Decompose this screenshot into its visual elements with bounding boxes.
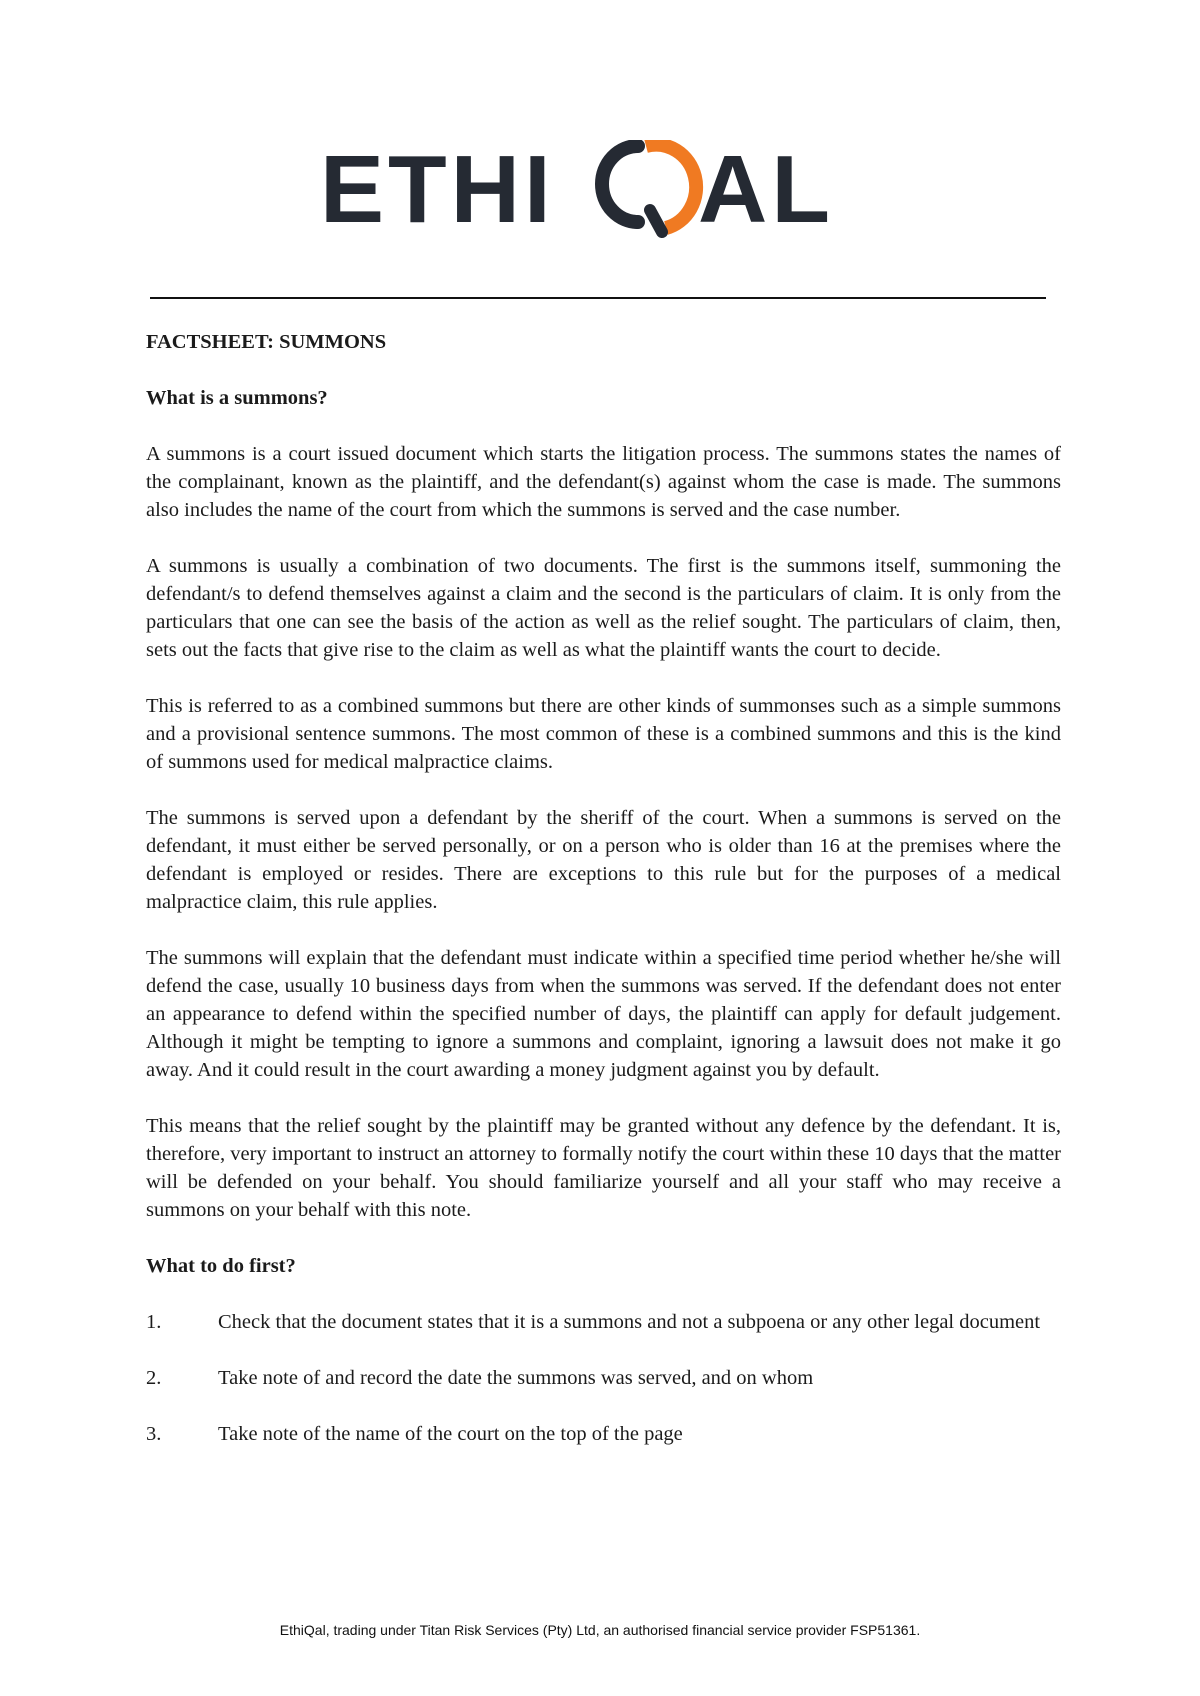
paragraph: This means that the relief sought by the plaintiff may be granted without any defence by the defendant. It is, therefore, very important to instruct an attorney to formally notify the court within these 10 days that the matter will be defended on your behalf. You should familiarize yourself and all your staff who may receive a summons on your behalf with this note.: [146, 1115, 1061, 1221]
paragraph: A summons is a court issued document which starts the litigation process. The summons states the names of the complainant, known as the plaintiff, and the defendant(s) against whom the case is made. The summons also includes the name of the court from which the summons is served and the case number.: [146, 443, 1061, 521]
paragraph: The summons is served upon a defendant by the sheriff of the court. When a summons is served on the defendant, it must either be served personally, or on a person who is older than 16 at the premises where the defendant is employed or resides. There are exceptions to this rule but for the purposes of a medical malpractice claim, this rule applies.: [146, 807, 1061, 913]
logo-q-tail: [650, 210, 662, 232]
paragraph: A summons is usually a combination of two documents. The first is the summons itself, summoning the defendant/s to defend themselves against a claim and the second is the particulars of claim. It is only from the particulars that one can see the basis of the action as well as the relief sought. The particulars of claim, then, sets out the facts that give rise to the claim as well as what the plaintiff wants the court to decide.: [146, 555, 1061, 661]
list-item-number: 1.: [146, 1311, 162, 1333]
paragraph: The summons will explain that the defendant must indicate within a specified time period whether he/she will defend the case, usually 10 business days from when the summons was served. If the defendant does not enter an appearance to defend within the specified number of days, the plaintiff can apply for default judgement. Although it might be tempting to ignore a summons and complaint, ignoring a lawsuit does not make it go away. And it could result in the court awarding a money judgment against you by default.: [146, 947, 1061, 1081]
logo-q-dark-arc: [602, 146, 638, 222]
paragraph: This is referred to as a combined summons but there are other kinds of summonses such as a simple summons and a provisional sentence summons. The most common of these is a combined summons and this is the kind of summons used for medical malpractice claims.: [146, 695, 1061, 773]
logo-q-mark: [602, 145, 696, 232]
list-item: [146, 1420, 1061, 1448]
page-footer: EthiQal, trading under Titan Risk Services (Pty) Ltd, an authorised financial service provider FSP51361.: [279, 1622, 921, 1638]
section-heading-what-is-summons: What is a summons?: [146, 387, 328, 409]
logo-text-al: AL: [698, 140, 834, 240]
list-item: [146, 1308, 1061, 1336]
list-item-text: Take note of the name of the court on the top of the page: [218, 1423, 683, 1445]
list-item-text: Take note of and record the date the summons was served, and on whom: [218, 1367, 814, 1389]
document-title: FACTSHEET: SUMMONS: [146, 331, 387, 353]
section-heading-what-to-do-first: What to do first?: [146, 1255, 296, 1277]
header-divider: [150, 297, 1046, 299]
document-body: [146, 328, 1061, 1476]
list-item-number: 2.: [146, 1367, 162, 1389]
list-item-text: Check that the document states that it is a summons and not a subpoena or any other legal document: [218, 1311, 1041, 1333]
ethiqal-logo-graphic: [320, 140, 880, 240]
logo-text-ethi: ETHI: [320, 140, 555, 240]
list-item: [146, 1364, 1061, 1392]
ethiqal-logo: [0, 140, 1200, 240]
list-item-number: 3.: [146, 1423, 162, 1445]
